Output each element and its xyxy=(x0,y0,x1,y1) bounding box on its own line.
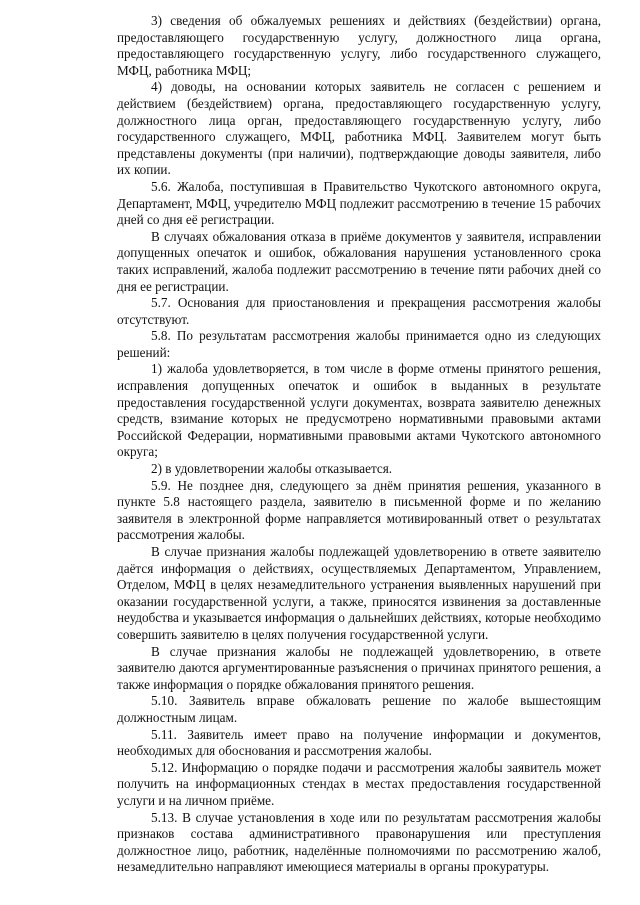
document-page xyxy=(117,13,601,876)
paragraph-5-8: 5.8. По результатам рассмотрения жалобы принимается одно из следующих решений: xyxy=(117,328,601,360)
paragraph-item-4: 4) доводы, на основании которых заявитель не согласен с решением и действием (бездействием) органа, предоставляющего государственную услугу, должностного лица орган, предоставляющего государственную услугу, либо государственного служащего, МФЦ, работника МФЦ. Заявителем могут быть представлены документы (при наличии), подтверждающие доводы заявителя, либо их копии. xyxy=(117,79,601,178)
paragraph-5-10: 5.10. Заявитель вправе обжаловать решение по жалобе вышестоящим должностным лицам. xyxy=(117,693,601,725)
paragraph-5-12: 5.12. Информацию о порядке подачи и рассмотрения жалобы заявитель может получить на информационных стендах в местах предоставления государственной услуги и на личном приёме. xyxy=(117,759,601,808)
paragraph-complaint-rejected: В случае признания жалобы не подлежащей удовлетворению, в ответе заявителю даются аргументированные разъяснения о причинах принятого решения, а также информация о порядке обжалования принятого решения. xyxy=(117,643,601,692)
paragraph-decision-2: 2) в удовлетворении жалобы отказывается. xyxy=(151,461,393,477)
paragraph-decision-1: 1) жалоба удовлетворяется, в том числе в форме отмены принятого решения, исправления допущенных опечаток и ошибок в выданных в результате предоставления государственной услуги документах, возврата заявителю денежных средств, взимание которых не предусмотрено нормативными правовыми актами Российской Федерации, нормативными правовыми актами Чукотского автономного округа; xyxy=(117,361,601,460)
paragraph-complaint-upheld: В случае признания жалобы подлежащей удовлетворению в ответе заявителю даётся информация о действиях, осуществляемых Департаментом, Управлением, Отделом, МФЦ в целях незамедлительного устранения выявленных нарушений при оказании государственной услуги, а также, приносятся извинения за доставленные неудобства и указывается информация о дальнейших действиях, которые необходимо совершить заявителю в целях получения государственной услуги. xyxy=(117,544,601,642)
paragraph-5-9: 5.9. Не позднее дня, следующего за днём принятия решения, указанного в пункте 5.8 настоящего раздела, заявителю в письменной форме и по желанию заявителя в электронной форме направляется мотивированный ответ о результатах рассмотрения жалобы. xyxy=(117,477,601,543)
paragraph-5-6: 5.6. Жалоба, поступившая в Правительство Чукотского автономного округа, Департамент, МФЦ, учредителю МФЦ подлежит рассмотрению в течение 15 рабочих дней со дня её регистрации. xyxy=(117,178,601,228)
paragraph-item-3: 3) сведения об обжалуемых решениях и действиях (бездействии) органа, предоставляющего государственную услугу, должностного лица органа, предоставляющего государственную услугу, либо государственного служащего, МФЦ, работника МФЦ; xyxy=(117,13,601,78)
paragraph-5-13: 5.13. В случае установления в ходе или по результатам рассмотрения жалобы признаков состава административного правонарушения или преступления должностное лицо, работник, наделённые полномочиями по рассмотрению жалоб, незамедлительно направляют имеющиеся материалы в органы прокуратуры. xyxy=(117,809,601,875)
paragraph-refusal-cases: В случаях обжалования отказа в приёме документов у заявителя, исправлении допущенных опечаток и ошибок, обжалования нарушения установленного срока таких исправлений, жалоба подлежит рассмотрению в течение пяти рабочих дней со дня ее регистрации. xyxy=(117,228,601,294)
paragraph-5-11: 5.11. Заявитель имеет право на получение информации и документов, необходимых для обоснования и рассмотрения жалобы. xyxy=(117,726,601,759)
paragraph-5-7: 5.7. Основания для приостановления и прекращения рассмотрения жалобы отсутствуют. xyxy=(117,295,601,327)
